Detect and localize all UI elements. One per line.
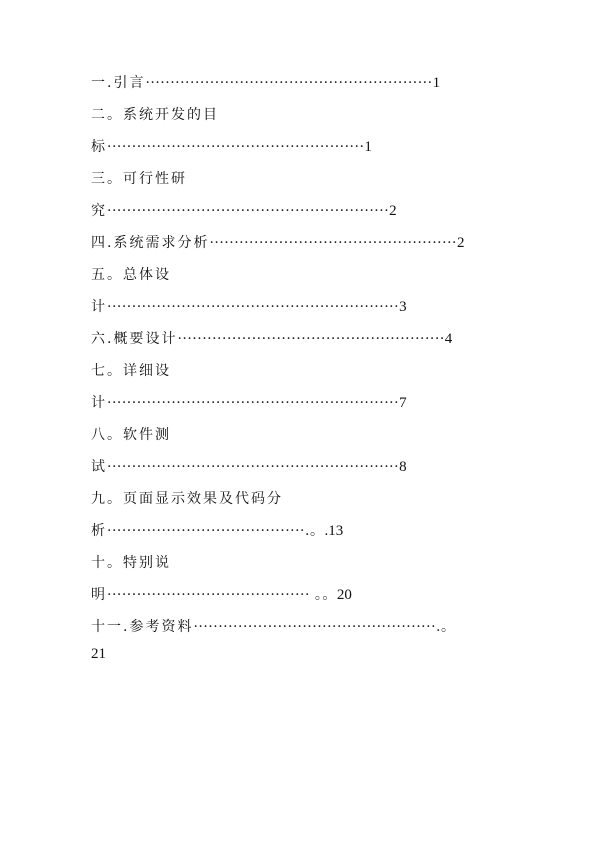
toc-page: 2	[389, 203, 397, 219]
toc-title: 四.系统需求分析	[91, 235, 210, 251]
toc-title: 一.引言	[91, 75, 146, 91]
toc-line-19	[91, 642, 106, 666]
toc-line-6	[91, 231, 464, 255]
toc-leader: ·························································	[107, 203, 390, 219]
toc-line-13	[91, 455, 407, 479]
toc-line-12	[91, 423, 171, 447]
toc-page: 3	[399, 299, 407, 315]
toc-line-2	[91, 103, 219, 127]
toc-leader: ··························································	[145, 75, 433, 91]
toc-title: 析	[91, 523, 107, 539]
toc-leader: ········································.。	[107, 523, 325, 539]
toc-leader: ····················································	[107, 139, 365, 155]
toc-page: 1	[432, 75, 441, 91]
toc-title: 七。详细设	[91, 363, 171, 379]
toc-page: 21	[91, 646, 106, 662]
toc-page: 7	[399, 395, 407, 411]
toc-title: 八。软件测	[91, 427, 171, 443]
toc-title: 六.概要设计	[91, 331, 178, 347]
toc-leader: ·················································.。	[193, 619, 456, 635]
toc-line-17	[91, 583, 352, 607]
toc-page: .13	[324, 523, 344, 539]
toc-page: 20	[336, 587, 352, 603]
toc-title: 试	[91, 459, 107, 475]
toc-leader: ······················································	[177, 331, 445, 347]
toc-title: 二。系统开发的目	[91, 107, 219, 123]
toc-title: 五。总体设	[91, 267, 171, 283]
toc-line-8	[91, 295, 407, 319]
toc-line-5	[91, 199, 397, 223]
toc-leader: ···························································	[107, 299, 400, 315]
toc-title: 究	[91, 203, 107, 219]
toc-leader: ········································· 。。	[107, 587, 337, 603]
toc-line-16	[91, 551, 171, 575]
toc-page: 1	[364, 139, 372, 155]
toc-line-7	[91, 263, 171, 287]
toc-line-4	[91, 167, 187, 191]
toc-line-15	[91, 519, 343, 543]
toc-page: 2	[456, 235, 465, 251]
toc-line-3	[91, 135, 372, 159]
toc-title: 计	[91, 299, 107, 315]
toc-line-18	[91, 615, 455, 639]
toc-leader: ···························································	[107, 395, 400, 411]
toc-title: 明	[91, 587, 107, 603]
toc-line-1	[91, 71, 440, 95]
toc-line-10	[91, 359, 171, 383]
toc-leader: ···························································	[107, 459, 400, 475]
toc-title: 三。可行性研	[91, 171, 187, 187]
toc-leader: ··················································	[209, 235, 457, 251]
toc-page: 4	[444, 331, 453, 347]
toc-line-9	[91, 327, 452, 351]
toc-title: 标	[91, 139, 107, 155]
toc-page: 8	[399, 459, 407, 475]
toc-title: 十一.参考资料	[91, 619, 194, 635]
toc-title: 十。特别说	[91, 555, 171, 571]
toc-title: 计	[91, 395, 107, 411]
toc-title: 九。页面显示效果及代码分	[91, 491, 283, 507]
toc-line-14	[91, 487, 283, 511]
toc-line-11	[91, 391, 407, 415]
